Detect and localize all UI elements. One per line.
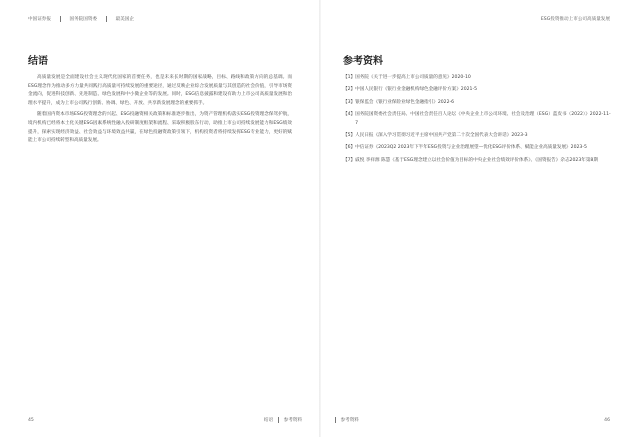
reference-item [343, 132, 613, 140]
reference-text: 中信证券《2023Q2 2023年下半年ESG投资与企业治理展望—优化ESG评价体系、赋能企业高质量发展》2023-5 [355, 145, 587, 151]
reference-number: 【5】 [343, 133, 356, 139]
reference-number: 【6】 [343, 145, 356, 151]
footer-tag-conclusion: 结语 [263, 418, 274, 423]
header-separator [60, 16, 61, 22]
references-title: 参考资料 [343, 56, 383, 67]
reference-text: 中国人民银行《银行业金融机构绿色金融评价方案》2021-5 [355, 87, 478, 93]
header-org-1: 中国证券报 [28, 17, 51, 22]
reference-item [343, 111, 613, 128]
reference-number: 【4】 [343, 112, 356, 118]
reference-item [343, 157, 613, 165]
reference-text: 戚悦 李祥源 陈慧《基于ESG理念建立以社会价值为目标的中央企业社会绩效评价体系》、《国资报告》杂志2023年第8期 [355, 157, 598, 163]
right-header: ESG投资推动上市公司高质量发展 [540, 17, 610, 22]
footer-tag-references: 参考资料 [283, 418, 302, 423]
conclusion-paragraph-1: 高质量发展是全面建设社会主义现代化国家的首要任务，也是未来长时期的国家战略，目标、路线和政策方向的总基调。而ESG理念作为推动多方力量共同践行高质量可持续发展的重要途径，通过反映企业综合发展质量与其创造的社会价值，引导市场资金流向，促进科技创新、先进制造、绿色发展和中小微企业等的发展。同时，ESG信息披露和建设有助力上市公司高质量发展和治理水平提升，成为上市公司践行创新、协调、绿色、开放、共享新发展理念的重要抓手。 [28, 75, 292, 106]
header-org-2: 国务院国资委 [69, 17, 98, 22]
footer-separator [278, 417, 279, 423]
right-page [320, 0, 640, 437]
reference-number: 【3】 [343, 99, 356, 105]
left-footer-tag [264, 417, 302, 423]
footer-separator [335, 417, 336, 423]
header-org-3: 最美国企 [115, 17, 134, 22]
footer-tag-references: 参考资料 [340, 418, 359, 423]
reference-item [343, 74, 613, 82]
reference-text: 人民日报《深入学习贯彻习近平主席中国共产党第二十次全国代表大会讲话》2023-3 [355, 133, 528, 139]
reference-text: 银保监会《银行业保险业绿色金融指引》2022-6 [355, 99, 455, 105]
header-separator [106, 16, 107, 22]
reference-number: 【1】 [343, 75, 356, 80]
left-header [28, 16, 134, 22]
right-page-number: 46 [604, 418, 610, 423]
left-page-number: 45 [28, 418, 34, 423]
reference-item [343, 144, 613, 152]
conclusion-body [28, 74, 292, 149]
conclusion-title: 结语 [28, 56, 48, 67]
references-list [343, 74, 613, 169]
reference-number: 【2】 [343, 87, 356, 93]
reference-item [343, 99, 613, 107]
reference-item [343, 86, 613, 94]
right-footer-tag [330, 417, 359, 423]
conclusion-paragraph-2: 随着国内资本市场ESG投资理念的兴起、ESG投融资相关政策和标准逐步推出，为资产管理机构落实ESG投资理念保驾护航，境内机构已经将本土化关键ESG因素系统性融入投研制度框架和流程、采取积极股东行动，助推上市公司持续发展能力和ESG绩效提升，探索实现经济效益、社会效益与环境效益共赢，在绿色投融资政策引领下，机构投资者将持续发挥ESG专业能力，更好的赋能上市公司持续转型和高质量发展。 [28, 112, 292, 144]
reference-text: 国务院《关于进一步提高上市公司质量的意见》2020-10 [355, 75, 471, 80]
reference-number: 【7】 [343, 157, 356, 163]
reference-text: 国务院国资委社会责任局、中国社会责任百人论坛《中央企业上市公司环境、社会及治理（ESG）蓝皮书（2022）》2022-11-7 [355, 112, 611, 126]
